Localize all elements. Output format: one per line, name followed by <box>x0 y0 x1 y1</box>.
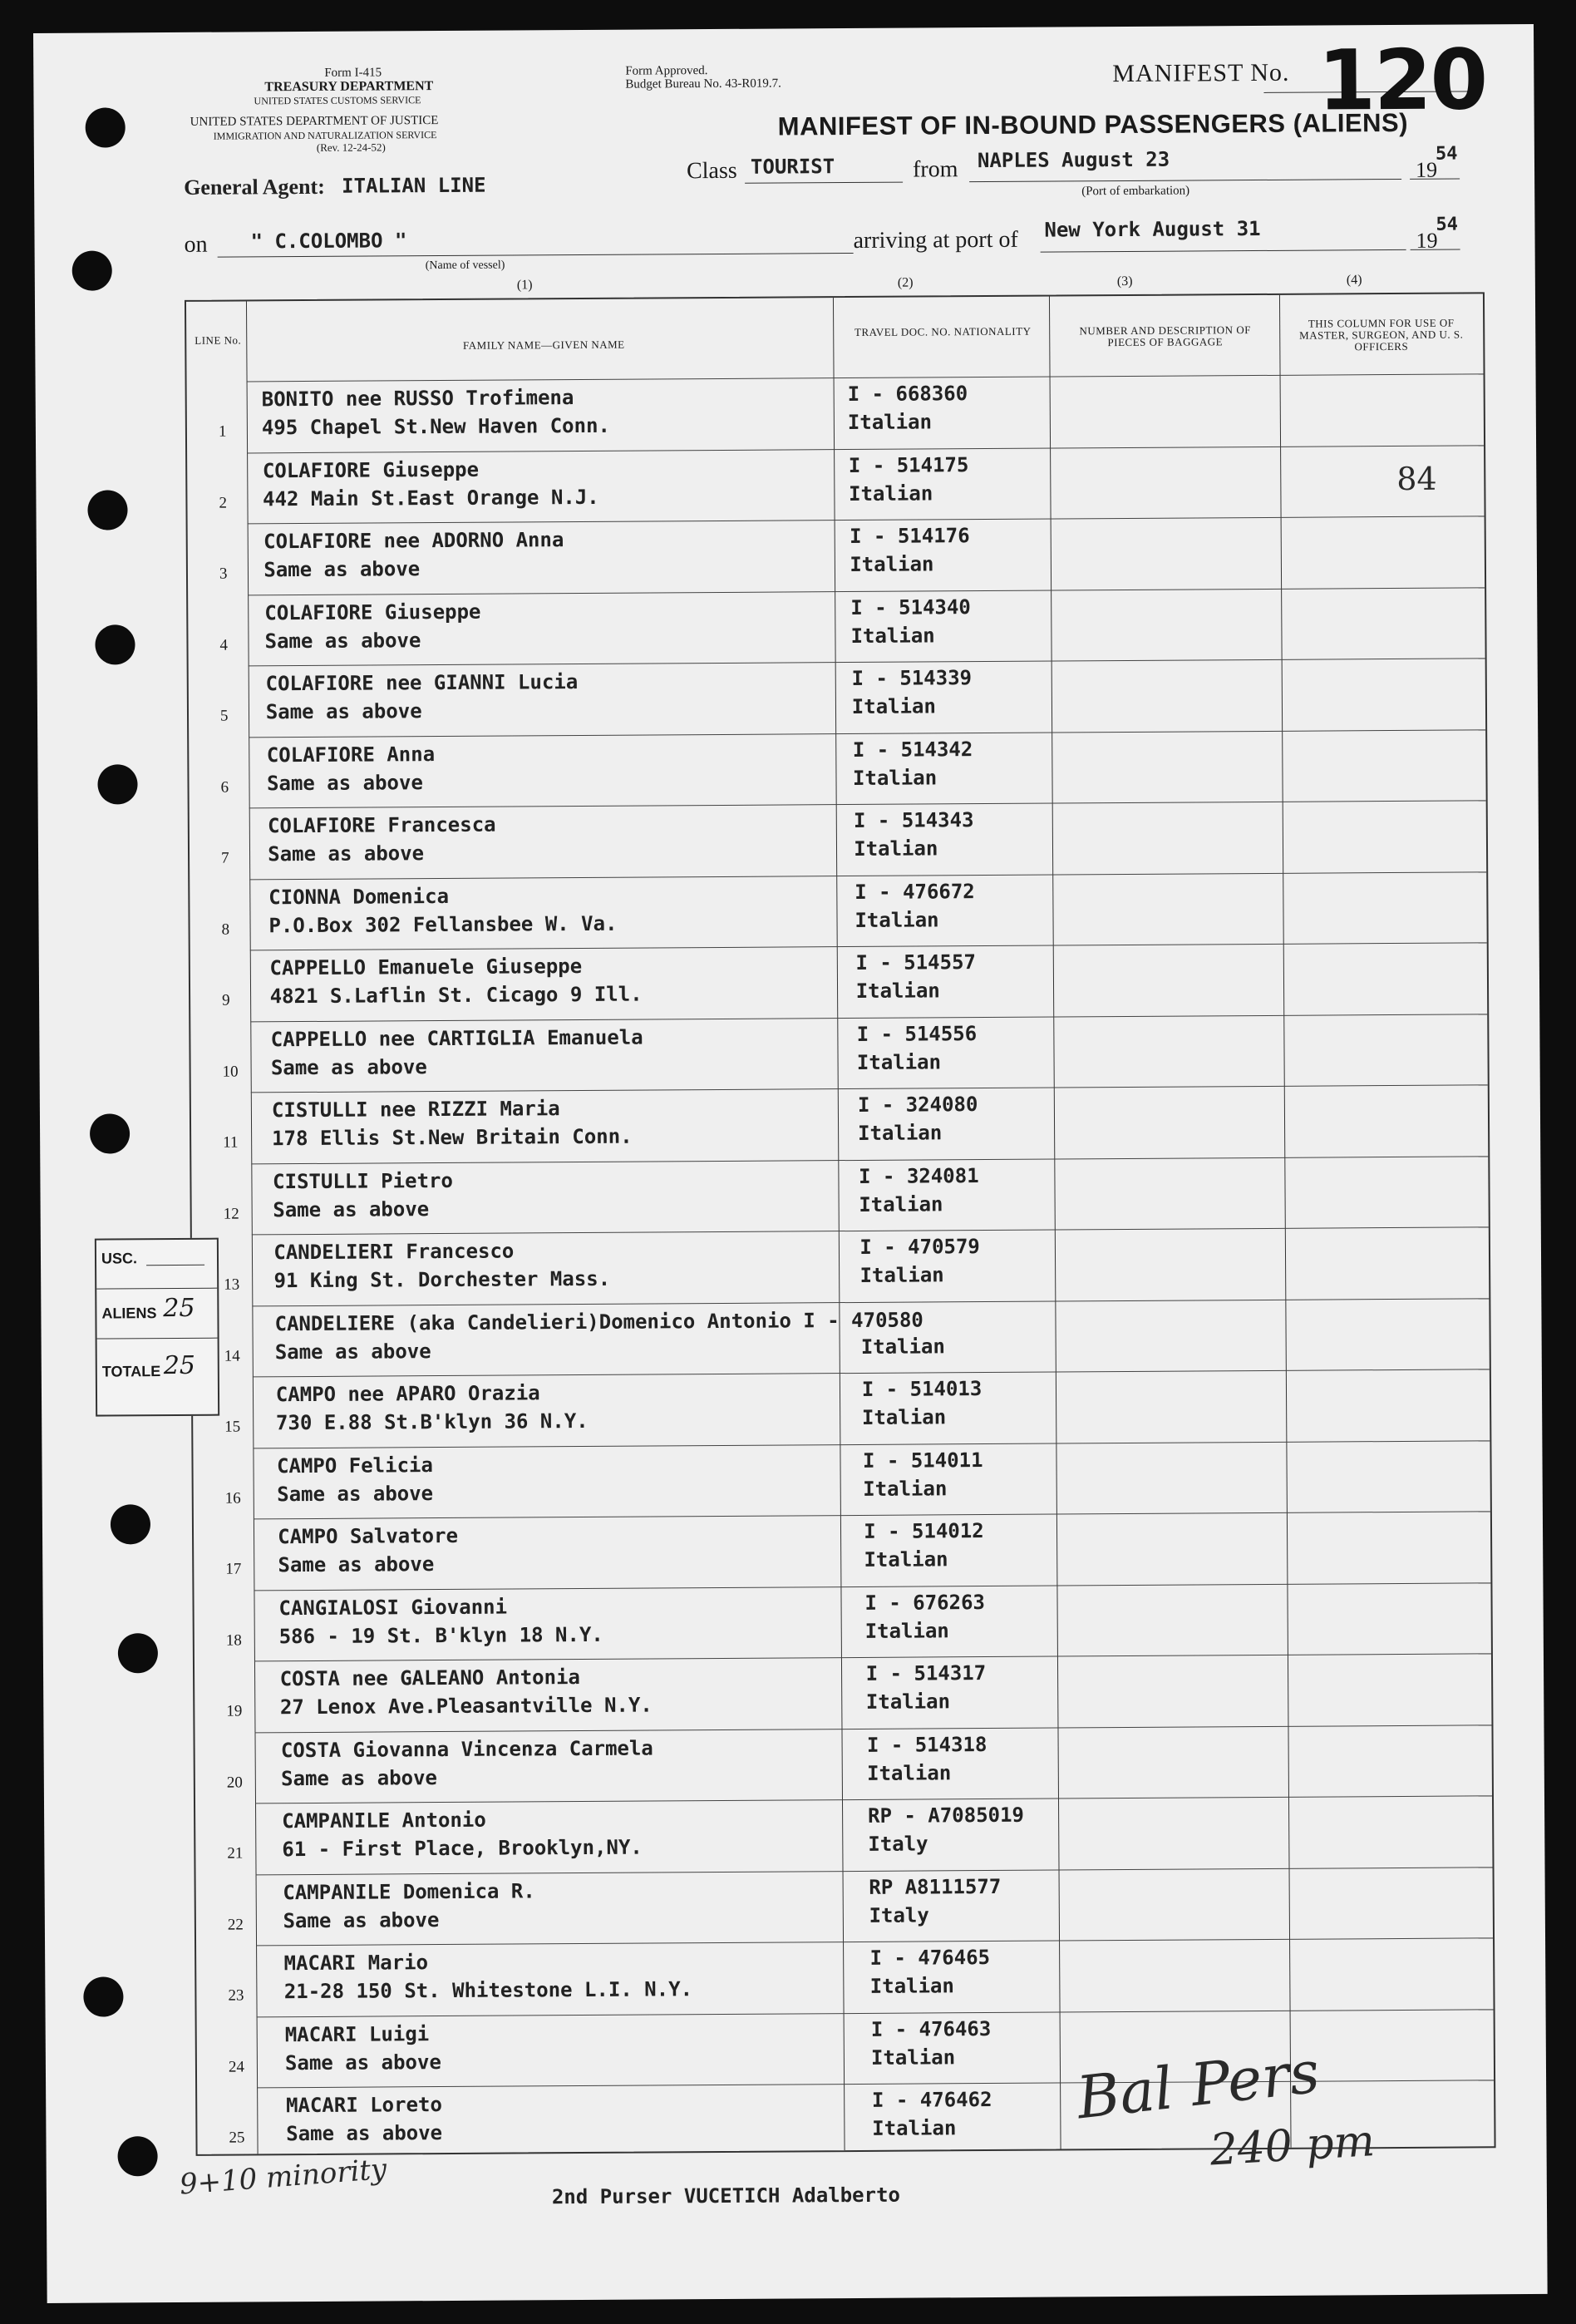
header-travel-doc: TRAVEL DOC. NO. NATIONALITY <box>854 324 1032 338</box>
total-value: 25 <box>163 1350 196 1381</box>
count-stamp <box>95 1238 219 1417</box>
travel-doc-number: I - 514343 <box>853 808 974 832</box>
punch-hole <box>83 1976 123 2016</box>
header-baggage: NUMBER AND DESCRIPTION OF PIECES OF BAGGAGE <box>1079 323 1251 349</box>
passenger-address: Same as above <box>286 2121 443 2146</box>
line-number: 7 <box>221 849 229 867</box>
table-row <box>189 658 1485 737</box>
nationality: Italian <box>850 623 935 648</box>
table-row <box>196 1937 1493 2016</box>
passenger-address: Same as above <box>266 770 423 795</box>
passenger-name: CANGIALOSI Giovanni <box>278 1595 508 1620</box>
line-number: 15 <box>224 1418 241 1436</box>
year-arrive: 54 <box>1436 214 1459 235</box>
passenger-name: COSTA Giovanna Vincenza Carmela <box>280 1735 653 1762</box>
line-number: 20 <box>226 1774 243 1792</box>
budget-bureau: Budget Bureau No. 43-R019.7. <box>625 76 781 91</box>
on-label: on <box>184 231 208 258</box>
table-row <box>194 1582 1490 1661</box>
travel-doc-number: I - 476672 <box>854 879 975 904</box>
usc-label: USC. <box>101 1250 138 1267</box>
passenger-name: CAPPELLO Emanuele Giuseppe <box>269 954 583 980</box>
form-number: Form I-415 <box>324 66 382 80</box>
line-number: 11 <box>223 1133 239 1152</box>
nationality: Italy <box>868 1832 928 1856</box>
table-row <box>187 373 1484 452</box>
handwritten-signature: Bal Pers <box>1073 2037 1323 2133</box>
travel-doc-number: I - 476463 <box>870 2016 992 2041</box>
passenger-name: COLAFIORE Anna <box>266 742 436 767</box>
passenger-name: MACARI Loreto <box>285 2093 442 2118</box>
general-agent: ITALIAN LINE <box>342 173 486 198</box>
nationality: Italian <box>855 979 940 1003</box>
line-number: 24 <box>228 2057 245 2076</box>
purser-signature-line: 2nd Purser VUCETICH Adalberto <box>551 2183 901 2209</box>
punch-hole <box>87 490 127 530</box>
punch-hole <box>72 250 112 290</box>
passenger-address: Same as above <box>283 1907 440 1932</box>
travel-doc-number: I - 514176 <box>850 524 970 549</box>
travel-doc-number: I - 476465 <box>869 1946 991 1970</box>
nationality: Italian <box>864 1618 949 1643</box>
passenger-address: Same as above <box>274 1339 431 1364</box>
passenger-name: CISTULLI nee RIZZI Maria <box>271 1097 560 1123</box>
nationality: Italian <box>865 1690 951 1714</box>
nationality: Italian <box>860 1334 946 1359</box>
col-num-4: (4) <box>1346 273 1362 288</box>
line-number: 13 <box>224 1275 240 1294</box>
nationality: Italian <box>852 765 938 790</box>
year-from: 54 <box>1435 143 1458 165</box>
passenger-name: CAMPANILE Antonio <box>282 1808 486 1833</box>
aliens-value: 25 <box>163 1293 195 1324</box>
nationality: Italian <box>851 694 937 718</box>
col-num-2: (2) <box>897 275 914 290</box>
travel-doc-number: I - 514340 <box>850 595 971 619</box>
punch-hole <box>95 624 135 664</box>
travel-doc-number: I - 514012 <box>864 1519 984 1543</box>
passenger-address: Same as above <box>263 557 421 582</box>
passenger-name: CAPPELLO nee CARTIGLIA Emanuela <box>270 1025 643 1051</box>
passenger-address: 730 E.88 St.B'klyn 36 N.Y. <box>275 1409 589 1435</box>
travel-doc-number: I - 514013 <box>861 1377 983 1401</box>
officer-note: 84 <box>1396 460 1437 497</box>
travel-doc-number: RP A8111577 <box>869 1874 1002 1899</box>
nationality: Italian <box>854 836 938 861</box>
nationality: Italian <box>856 1049 942 1074</box>
punch-hole <box>86 107 126 147</box>
line-number: 10 <box>222 1063 239 1081</box>
general-agent-label: General Agent: <box>184 174 325 200</box>
passenger-name: COLAFIORE nee ADORNO Anna <box>263 528 564 554</box>
passenger-address: 178 Ellis St.New Britain Conn. <box>272 1124 633 1151</box>
travel-doc-number: I - 514011 <box>862 1448 983 1473</box>
nationality: Italian <box>858 1121 943 1145</box>
table-row <box>187 445 1484 524</box>
passenger-address: Same as above <box>270 1054 427 1079</box>
table-row <box>189 729 1485 808</box>
nationality: Italian <box>859 1192 943 1216</box>
punch-hole <box>111 1504 150 1544</box>
table-row <box>193 1440 1490 1519</box>
passenger-name: CANDELIERI Francesco <box>273 1239 515 1265</box>
arriving-value: New York August 31 <box>1044 216 1261 242</box>
punch-hole <box>90 1113 130 1153</box>
passenger-address: 442 Main St.East Orange N.J. <box>263 485 599 511</box>
nationality: Italian <box>849 481 933 506</box>
table-row <box>192 1226 1489 1305</box>
header-name: FAMILY NAME—GIVEN NAME <box>462 338 625 352</box>
line-number: 2 <box>219 494 228 512</box>
class-value: TOURIST <box>750 155 835 179</box>
aliens-label: ALIENS <box>101 1305 157 1322</box>
table-row <box>194 1511 1490 1590</box>
passenger-address: 27 Lenox Ave.Pleasantville N.Y. <box>279 1693 653 1720</box>
passenger-name: MACARI Luigi <box>284 2021 430 2046</box>
passenger-name: CANDELIERE (aka Candelieri)Domenico Antonio I - 470580 <box>274 1307 923 1335</box>
travel-doc-number: I - 676263 <box>864 1590 986 1615</box>
line-number: 5 <box>219 707 229 725</box>
from-value: NAPLES August 23 <box>977 147 1170 173</box>
travel-doc-number: I - 514342 <box>852 737 973 762</box>
line-number: 23 <box>228 1986 244 2005</box>
table-row <box>192 1298 1489 1377</box>
line-number: 9 <box>222 991 230 1009</box>
passenger-address: P.O.Box 302 Fellansbee W. Va. <box>268 911 618 937</box>
line-number: 22 <box>227 1915 244 1934</box>
manifest-number: 120 <box>1317 31 1487 130</box>
nationality: Italian <box>864 1547 948 1572</box>
passenger-address: 21-28 150 St. Whitestone L.I. N.Y. <box>283 1977 693 2004</box>
usc-value <box>146 1246 204 1266</box>
justice-dept: UNITED STATES DEPARTMENT OF JUSTICE <box>190 114 439 129</box>
travel-doc-number: I - 514175 <box>848 452 969 477</box>
table-row <box>190 1014 1487 1093</box>
class-label: Class <box>686 157 737 185</box>
arriving-label: arriving at port of <box>853 226 1018 254</box>
table-row <box>196 1867 1493 1946</box>
travel-doc-number: I - 514556 <box>856 1021 978 1046</box>
line-number: 16 <box>224 1489 241 1507</box>
passenger-address: 495 Chapel St.New Haven Conn. <box>261 413 611 440</box>
line-number: 14 <box>224 1347 240 1365</box>
customs-service: UNITED STATES CUSTOMS SERVICE <box>254 94 421 107</box>
line-number: 12 <box>223 1205 239 1223</box>
vessel-note: (Name of vessel) <box>425 259 505 273</box>
passenger-address: 61 - First Place, Brooklyn,NY. <box>282 1835 643 1862</box>
nationality: Italian <box>850 552 934 577</box>
col-num-1: (1) <box>516 278 533 293</box>
passenger-address: Same as above <box>278 1552 435 1577</box>
nationality: Italian <box>861 1405 947 1429</box>
nationality: Italian <box>870 2045 956 2070</box>
passenger-name: COLAFIORE Francesca <box>267 812 496 838</box>
nationality: Italian <box>854 907 939 932</box>
travel-doc-number: I - 324081 <box>859 1163 979 1188</box>
passenger-name: COLAFIORE nee GIANNI Lucia <box>265 670 579 696</box>
travel-doc-number: I - 324080 <box>857 1093 978 1117</box>
passenger-name: CAMPO Felicia <box>276 1453 433 1478</box>
table-row <box>195 1724 1491 1803</box>
vessel-name: " C.COLOMBO " <box>250 229 407 254</box>
line-number: 4 <box>219 636 229 654</box>
table-row <box>190 871 1486 950</box>
treasury-dept: TREASURY DEPARTMENT <box>264 79 434 95</box>
passenger-address: Same as above <box>265 699 422 724</box>
from-label: from <box>912 156 958 183</box>
passenger-name: COLAFIORE Giuseppe <box>262 457 480 482</box>
table-row <box>195 1795 1492 1874</box>
line-number: 6 <box>220 778 229 797</box>
nationality: Italian <box>867 1760 952 1785</box>
ins-service: IMMIGRATION AND NATURALIZATION SERVICE <box>213 129 437 142</box>
line-number: 17 <box>225 1560 242 1578</box>
table-row <box>193 1369 1490 1448</box>
passenger-name: COLAFIORE Giuseppe <box>264 600 481 624</box>
embarkation-note: (Port of embarkation) <box>1081 184 1190 199</box>
passenger-name: CAMPANILE Domenica R. <box>283 1878 535 1904</box>
form-approved: Form Approved. <box>625 64 708 78</box>
line-number: 3 <box>219 565 228 583</box>
header-officers: THIS COLUMN FOR USE OF MASTER, SURGEON, AND U. S. OFFICERS <box>1299 316 1464 353</box>
table-row <box>195 1653 1491 1732</box>
line-number: 19 <box>226 1702 243 1720</box>
passenger-name: MACARI Mario <box>283 1951 429 1976</box>
table-row <box>191 1084 1488 1163</box>
nationality: Italian <box>872 2116 957 2140</box>
travel-doc-number: I - 668360 <box>847 382 968 407</box>
punch-hole <box>118 1633 158 1673</box>
manifest-label: MANIFEST No. <box>1112 58 1290 88</box>
passenger-address: Same as above <box>268 841 425 866</box>
manifest-sheet <box>33 24 1548 2303</box>
passenger-name: CIONNA Domenica <box>268 884 450 909</box>
travel-doc-number: I - 514557 <box>855 950 977 975</box>
travel-doc-number: I - 476462 <box>871 2088 992 2112</box>
passenger-address: 586 - 19 St. B'klyn 18 N.Y. <box>278 1622 603 1648</box>
passenger-address: Same as above <box>273 1197 430 1221</box>
passenger-name: COSTA nee GALEANO Antonia <box>279 1665 581 1691</box>
table-row <box>190 942 1487 1021</box>
passenger-address: Same as above <box>264 628 421 653</box>
passenger-table <box>185 292 1496 2156</box>
table-row <box>191 1156 1488 1235</box>
passenger-address: Same as above <box>277 1481 434 1506</box>
punch-hole <box>97 764 137 804</box>
nationality: Italy <box>869 1902 929 1927</box>
passenger-address: 91 King St. Dorchester Mass. <box>273 1266 611 1293</box>
table-row <box>190 800 1486 879</box>
year-prefix-arrive: 19 <box>1416 228 1438 253</box>
passenger-address: 4821 S.Laflin St. Cicago 9 Ill. <box>269 982 643 1009</box>
nationality: Italian <box>847 410 933 435</box>
revision: (Rev. 12-24-52) <box>316 141 386 154</box>
travel-doc-number: I - 514318 <box>866 1732 987 1757</box>
passenger-address: Same as above <box>281 1765 438 1790</box>
total-label: TOTALE <box>101 1363 161 1380</box>
header-line-no: LINE No. <box>195 333 242 347</box>
table-row <box>188 516 1485 595</box>
table-row <box>188 587 1485 666</box>
line-number: 18 <box>225 1631 242 1650</box>
nationality: Italian <box>863 1476 948 1501</box>
handwritten-note-left: 9+10 minority <box>178 2152 388 2202</box>
punch-hole <box>117 2136 157 2176</box>
line-number: 21 <box>227 1844 244 1863</box>
nationality: Italian <box>859 1263 944 1287</box>
line-number: 8 <box>221 920 230 939</box>
travel-doc-number: I - 470579 <box>859 1235 980 1259</box>
year-prefix-from: 19 <box>1415 157 1438 182</box>
passenger-name: CISTULLI Pietro <box>273 1168 453 1193</box>
travel-doc-number: RP - A7085019 <box>868 1803 1025 1828</box>
passenger-name: CAMPO Salvatore <box>278 1523 459 1549</box>
passenger-name: BONITO nee RUSSO Trofimena <box>261 386 574 412</box>
passenger-address: Same as above <box>284 2050 441 2075</box>
line-number: 1 <box>218 422 227 441</box>
line-number: 25 <box>229 2129 245 2147</box>
travel-doc-number: I - 514317 <box>865 1661 987 1685</box>
handwritten-time: 240 pm <box>1208 2116 1377 2176</box>
travel-doc-number: I - 514339 <box>851 666 973 690</box>
nationality: Italian <box>869 1974 954 1998</box>
col-num-3: (3) <box>1116 274 1133 289</box>
manifest-title: MANIFEST OF IN-BOUND PASSENGERS (ALIENS) <box>777 107 1409 141</box>
passenger-name: CAMPO nee APARO Orazia <box>275 1381 540 1407</box>
